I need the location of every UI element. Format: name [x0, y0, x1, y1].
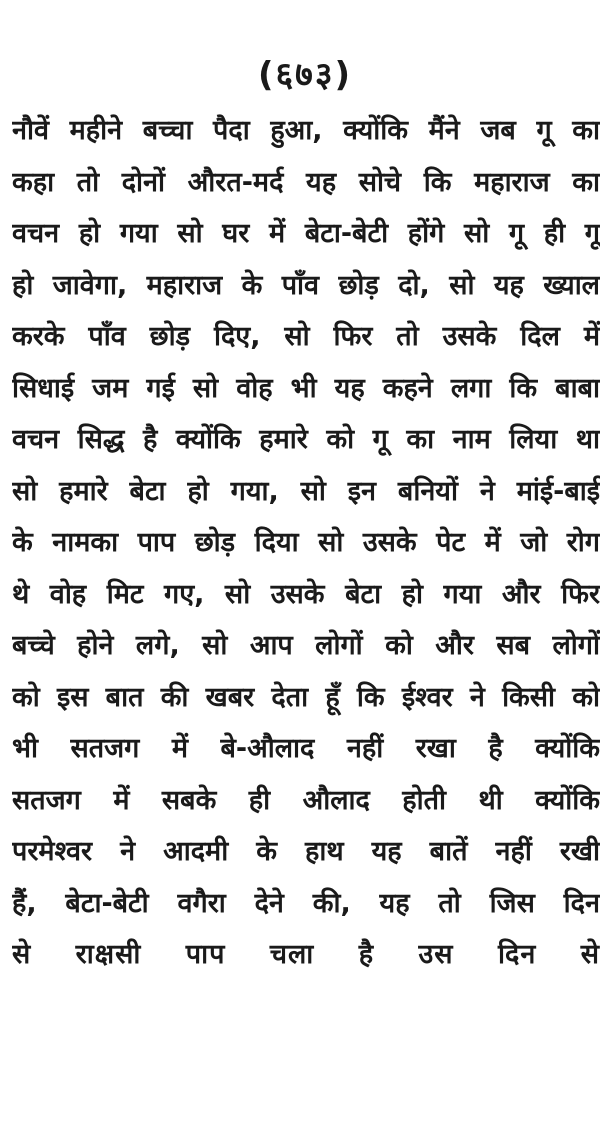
text-line: करके पाँव छोड़ दिए, सो फिर तो उसके दिल में [12, 321, 600, 352]
text-line: नौवें महीने बच्चा पैदा हुआ, क्योंकि मैंने जब गू का [12, 115, 600, 146]
text-line: को इस बात की खबर देता हूँ कि ईश्वर ने किसी को [12, 681, 600, 713]
text-line: सतजग में सबके ही औलाद होती थी क्योंकि [12, 784, 600, 816]
text-line: वचन हो गया सो घर में बेटा-बेटी होंगे सो गू ही गू [12, 218, 600, 249]
text-line: हैं, बेटा-बेटी वगैरा देने की, यह तो जिस दिन [12, 887, 600, 919]
text-line: थे वोह मिट गए, सो उसके बेटा हो गया और फिर [12, 578, 600, 610]
text-line: से राक्षसी पाप चला है उस दिन से [12, 939, 600, 970]
text-line: परमेश्वर ने आदमी के हाथ यह बातें नहीं रखी [12, 836, 600, 867]
text-line: बच्चे होने लगे, सो आप लोगों को और सब लोगों [12, 630, 600, 661]
page-number: (६७३) [257, 55, 353, 95]
text-line: कहा तो दोनों औरत-मर्द यह सोचे कि महाराज का [12, 166, 600, 198]
text-line: हो जावेगा, महाराज के पाँव छोड़ दो, सो यह ख्याल [12, 269, 600, 301]
body-text [12, 105, 600, 981]
text-line: भी सतजग में बे-औलाद नहीं रखा है क्योंकि [12, 733, 600, 764]
text-line: सिधाई जम गई सो वोह भी यह कहने लगा कि बाबा [12, 372, 600, 404]
text-line: के नामका पाप छोड़ दिया सो उसके पेट में जो रोग [12, 527, 600, 558]
text-line: सो हमारे बेटा हो गया, सो इन बनियों ने मांई-बाई [12, 475, 600, 507]
text-line: वचन सिद्ध है क्योंकि हमारे को गू का नाम लिया था [12, 424, 600, 455]
